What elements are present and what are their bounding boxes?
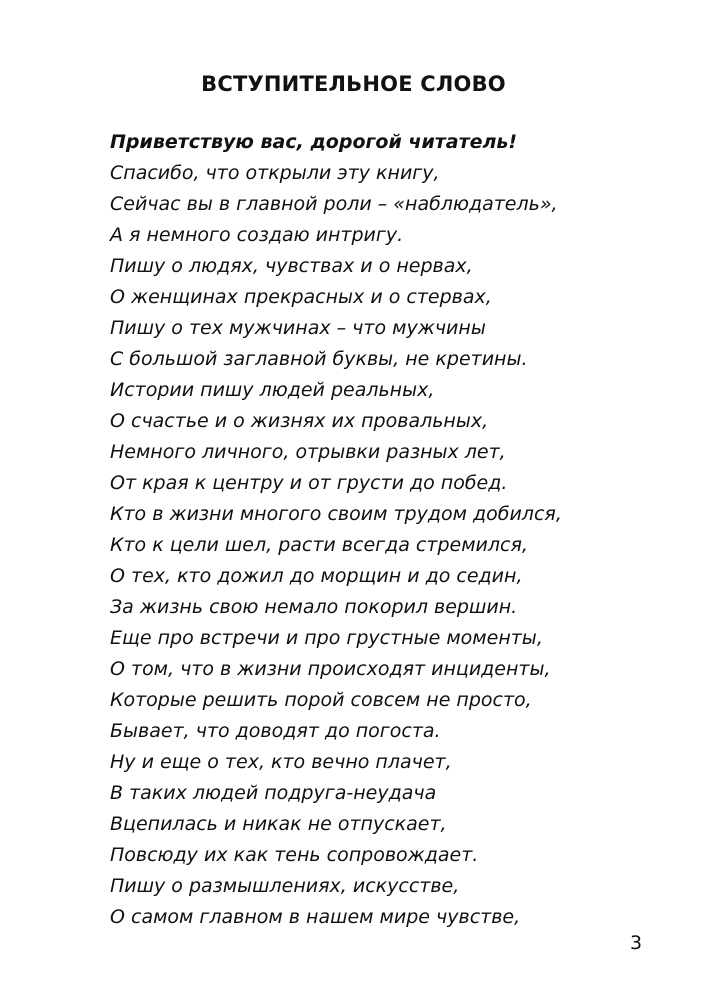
poem-line: Кто в жизни многого своим трудом добился, [110,503,562,525]
poem-line: О женщинах прекрасных и о стервах, [110,286,492,308]
poem-line: Еще про встречи и про грустные моменты, [110,627,543,649]
poem-line: Немного личного, отрывки разных лет, [110,441,506,463]
poem-line: Повсюду их как тень сопровождает. [110,844,479,866]
poem-body [110,127,690,933]
poem-line: О том, что в жизни происходят инциденты, [110,658,551,680]
poem-line: О тех, кто дожил до морщин и до седин, [110,565,523,587]
poem-line: Пишу о размышлениях, искусстве, [110,875,460,897]
page-title: ВСТУПИТЕЛЬНОЕ СЛОВО [201,72,506,96]
poem-line: Вцепилась и никак не отпускает, [110,813,447,835]
poem-line: Ну и еще о тех, кто вечно плачет, [110,751,452,773]
poem-line: Спасибо, что открыли эту книгу, [110,162,440,184]
poem-line: А я немного создаю интригу. [110,224,404,246]
poem-line: С большой заглавной буквы, не кретины. [110,348,528,370]
poem-line: Истории пишу людей реальных, [110,379,435,401]
poem-line: От края к центру и от грусти до побед. [110,472,508,494]
poem-line: В таких людей подруга-неудача [110,782,437,804]
poem-line: Сейчас вы в главной роли – «наблюдатель», [110,193,558,215]
poem-line: Пишу о людях, чувствах и о нервах, [110,255,473,277]
poem-line: О счастье и о жизнях их провальных, [110,410,489,432]
poem-line: Пишу о тех мужчинах – что мужчины [110,317,486,339]
page-number: 3 [630,932,643,954]
poem-line: О самом главном в нашем мире чувстве, [110,906,521,928]
poem-line: Которые решить порой совсем не просто, [110,689,532,711]
poem-line: Кто к цели шел, расти всегда стремился, [110,534,528,556]
poem-line: За жизнь свою немало покорил вершин. [110,596,518,618]
poem-greeting: Приветствую вас, дорогой читатель! [110,131,518,153]
poem-line: Бывает, что доводят до погоста. [110,720,441,742]
